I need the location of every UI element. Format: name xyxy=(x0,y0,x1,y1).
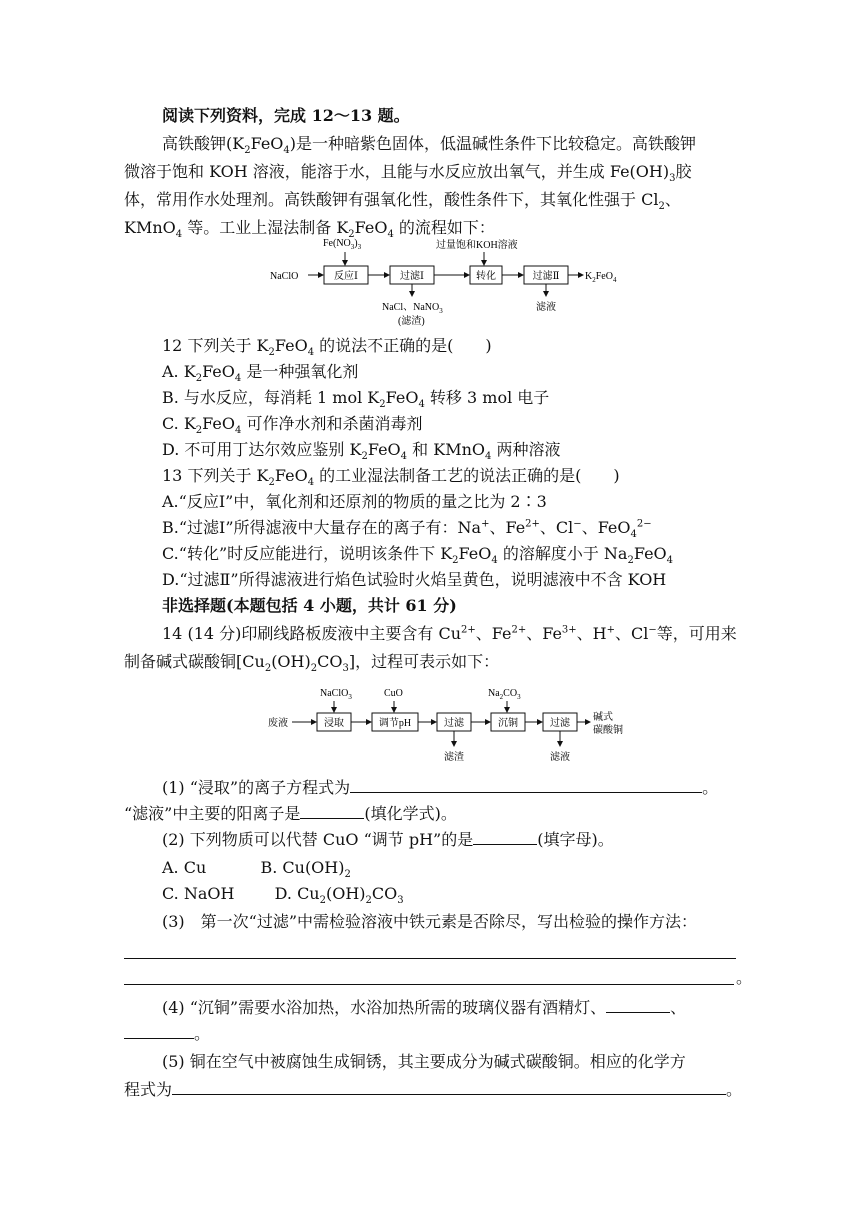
q12-option-b: B. 与水反应，每消耗 1 mol $K_2FeO_4$ 转移 3 mol 电子 xyxy=(162,388,550,411)
flow1-byproduct-salts: NaCl、NaNO$_3$ xyxy=(382,302,443,315)
q12-option-a: A. $K_2FeO_4$ 是一种强氧化剂 xyxy=(162,362,359,385)
flow1-reagent-koh: 过量饱和KOH溶液 xyxy=(436,240,518,251)
svg-text:反应Ⅰ: 反应Ⅰ xyxy=(334,271,358,282)
passage-line-4: KMnO$_4$ 等。工业上湿法制备 $K_2FeO_4$ 的流程如下： xyxy=(124,218,495,241)
flow2-reagent-naclo3: NaClO$_3$ xyxy=(320,688,352,701)
q13-stem: 13 下列关于 $K_2FeO_4$ 的工业湿法制备工艺的说法正确的是( ) xyxy=(162,466,620,489)
q14-part-5-line-2: 程式为 。 xyxy=(124,1080,743,1099)
q13-option-b: B.“过滤Ⅰ”所得滤液中大量存在的离子有：Na+、$Fe^{2+}$、Cl−、FeO$_4^{2-}$ xyxy=(162,518,652,541)
flowchart-basic-copper-carbonate xyxy=(266,682,638,768)
svg-text:过滤: 过滤 xyxy=(550,718,570,729)
answer-line-inspection-2[interactable] xyxy=(124,984,734,985)
passage-line-2: 微溶于饱和 KOH 溶液，能溶于水，且能与水反应放出氧气，并生成 $Fe(OH)_3$胶 xyxy=(124,162,692,185)
flow2-residue: 滤渣 xyxy=(444,752,464,763)
q14-part-4: (4) “沉铜”需要水浴加热，水浴加热所需的玻璃仪器有酒精灯、 、 xyxy=(162,998,687,1017)
answer-blank-glassware-2[interactable] xyxy=(124,1022,194,1039)
flow2-input: 废液 xyxy=(268,718,288,729)
flowchart-k2feo4 xyxy=(270,232,630,330)
flow1-reagent-fe-no3: $Fe(NO_3)_3$ xyxy=(323,238,362,251)
q14-part-3-period: 。 xyxy=(736,968,753,987)
svg-text:沉铜: 沉铜 xyxy=(498,718,518,729)
q14-stem-line-1: 14 (14 分)印刷线路板废液中主要含有 $Cu^{2+}$、$Fe^{2+}$、$Fe^{3+}$、H+、Cl−等，可用来 xyxy=(162,624,737,643)
svg-text:调节pH: 调节pH xyxy=(378,718,412,729)
answer-blank-chemical-equation[interactable] xyxy=(172,1078,726,1095)
q12-stem: 12 下列关于 $K_2FeO_4$ 的说法不正确的是( ) xyxy=(162,336,492,359)
q14-part-2-options-cd: C. NaOH D. $Cu_2(OH)_2CO_3$ xyxy=(162,884,404,907)
q14-part-1: (1) “浸取”的离子方程式为 。 xyxy=(162,778,719,797)
svg-text:过滤: 过滤 xyxy=(444,718,464,729)
section-heading: 非选择题(本题包括 4 小题，共计 61 分) xyxy=(162,596,457,615)
q14-part-4-line-2: 。 xyxy=(124,1022,210,1046)
flow2-reagent-cuo: CuO xyxy=(384,688,403,699)
answer-blank-substitute[interactable] xyxy=(473,828,537,845)
q14-part-3: (3) 第一次“过滤”中需检验溶液中铁元素是否除尽，写出检验的操作方法： xyxy=(162,912,698,931)
passage-intro: 阅读下列资料，完成 12～13 题。 xyxy=(162,106,410,125)
q14-part-2: (2) 下列物质可以代替 CuO “调节 pH”的是 (填字母)。 xyxy=(162,830,614,849)
flow2-product-line-2: 碳酸铜 xyxy=(593,725,623,736)
flow2-reagent-na2co3: $Na_2CO_3$ xyxy=(488,688,521,701)
flow1-filtrate: 滤液 xyxy=(536,302,556,313)
answer-blank-glassware-1[interactable] xyxy=(606,996,670,1013)
svg-text:过滤Ⅱ: 过滤Ⅱ xyxy=(532,271,560,282)
answer-blank-ionic-equation[interactable] xyxy=(350,776,702,793)
q13-option-c: C.“转化”时反应能进行，说明该条件下 $K_2FeO_4$ 的溶解度小于 $Na_2FeO_4$ xyxy=(162,544,674,567)
q14-part-2-options-ab: A. Cu B. $Cu(OH)_2$ xyxy=(162,858,351,881)
answer-blank-cation[interactable] xyxy=(300,802,364,819)
svg-text:转化: 转化 xyxy=(476,271,496,282)
q12-option-d: D. 不可用丁达尔效应鉴别 $K_2FeO_4$ 和 KMnO$_4$ 两种溶液 xyxy=(162,440,561,463)
flow1-input-naclo: NaClO xyxy=(270,271,299,282)
flow2-product-line-1: 碱式 xyxy=(593,712,613,723)
svg-text:过滤Ⅰ: 过滤Ⅰ xyxy=(400,271,424,282)
q14-stem-line-2: 制备碱式碳酸铜$[Cu_2(OH)_2CO_3]$，过程可表示如下： xyxy=(124,652,500,675)
q14-part-1-line-2: “滤液”中主要的阳离子是 (填化学式)。 xyxy=(124,804,457,823)
q14-part-5: (5) 铜在空气中被腐蚀生成铜锈，其主要成分为碱式碳酸铜。相应的化学方 xyxy=(162,1052,686,1071)
answer-line-inspection-1[interactable] xyxy=(124,958,736,959)
q13-option-a: A.“反应Ⅰ”中，氧化剂和还原剂的物质的量之比为 2∶3 xyxy=(162,492,547,511)
passage-line-3: 体，常用作水处理剂。高铁酸钾有强氧化性，酸性条件下，其氧化性强于 $Cl_2$、 xyxy=(124,190,681,213)
flow1-byproduct-note: (滤渣) xyxy=(398,316,425,327)
flow2-filtrate: 滤液 xyxy=(550,752,570,763)
passage-line-1: 高铁酸钾$(K_2FeO_4)$是一种暗紫色固体，低温碱性条件下比较稳定。高铁酸钾 xyxy=(162,134,697,157)
flow1-product: $K_2FeO_4$ xyxy=(585,271,617,284)
q12-option-c: C. $K_2FeO_4$ 可作净水剂和杀菌消毒剂 xyxy=(162,414,423,437)
svg-text:浸取: 浸取 xyxy=(324,718,344,729)
q13-option-d: D.“过滤Ⅱ”所得滤液进行焰色试验时火焰呈黄色，说明滤液中不含 KOH xyxy=(162,570,667,589)
